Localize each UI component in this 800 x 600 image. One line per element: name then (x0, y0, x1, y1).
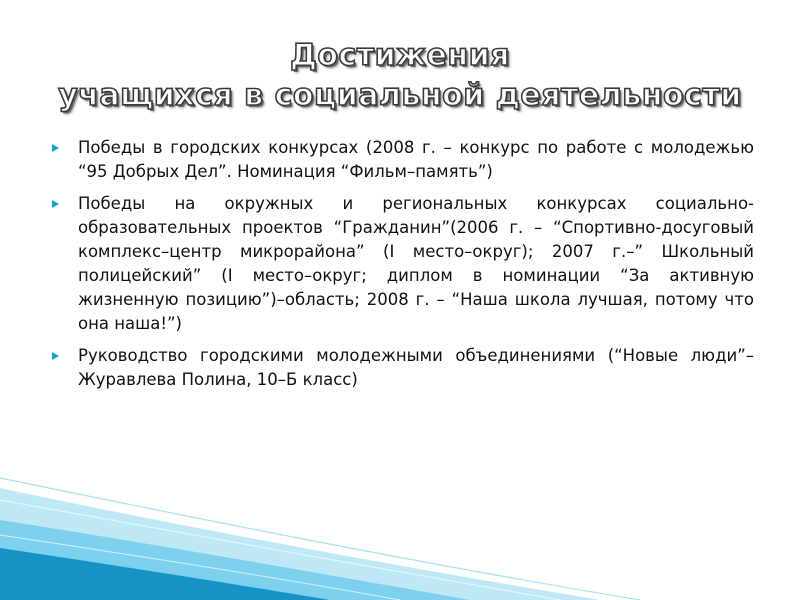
bullet-arrow-icon (52, 352, 59, 360)
bullet-arrow-icon (52, 144, 59, 152)
bullet-item-regional-contests (52, 192, 754, 336)
wave-light-shape (0, 488, 600, 600)
wave-line-2 (0, 500, 560, 600)
bullet-arrow-icon (52, 200, 59, 208)
bullet-text: Победы в городских конкурсах (2008 г. – конкурс по работе с молодежью “95 Добрых Дел”. Номинация “Фильм–память”) (78, 138, 754, 181)
bullet-list (52, 136, 754, 400)
bullet-item-city-contests (52, 136, 754, 184)
wave-mid-shape (0, 520, 470, 600)
slide-title-line-1: Достижения (290, 38, 510, 73)
slide-title (40, 36, 760, 116)
wave-dark-shape (0, 548, 330, 600)
bullet-text: Победы на окружных и региональных конкурсах социально-образовательных проектов “Гражданин”(2006 г. – “Спортивно-досуговый комплекс–центр микрорайона” (I место–округ); 2007 г.–” Школьный полицейский” (I место–округ; диплом в номинации “За активную жизненную позицию”)–область; 2008 г. – “Наша школа лучшая, потому что она наша!”) (78, 194, 754, 333)
wave-line-3 (0, 535, 400, 600)
bullet-item-youth-associations (52, 344, 754, 392)
slide-title-line-2: учащихся в социальной деятельности (58, 78, 742, 113)
bullet-text: Руководство городскими молодежными объединениями (“Новые люди”– Журавлева Полина, 10–Б класс) (78, 346, 754, 389)
wave-line-1 (0, 478, 640, 600)
